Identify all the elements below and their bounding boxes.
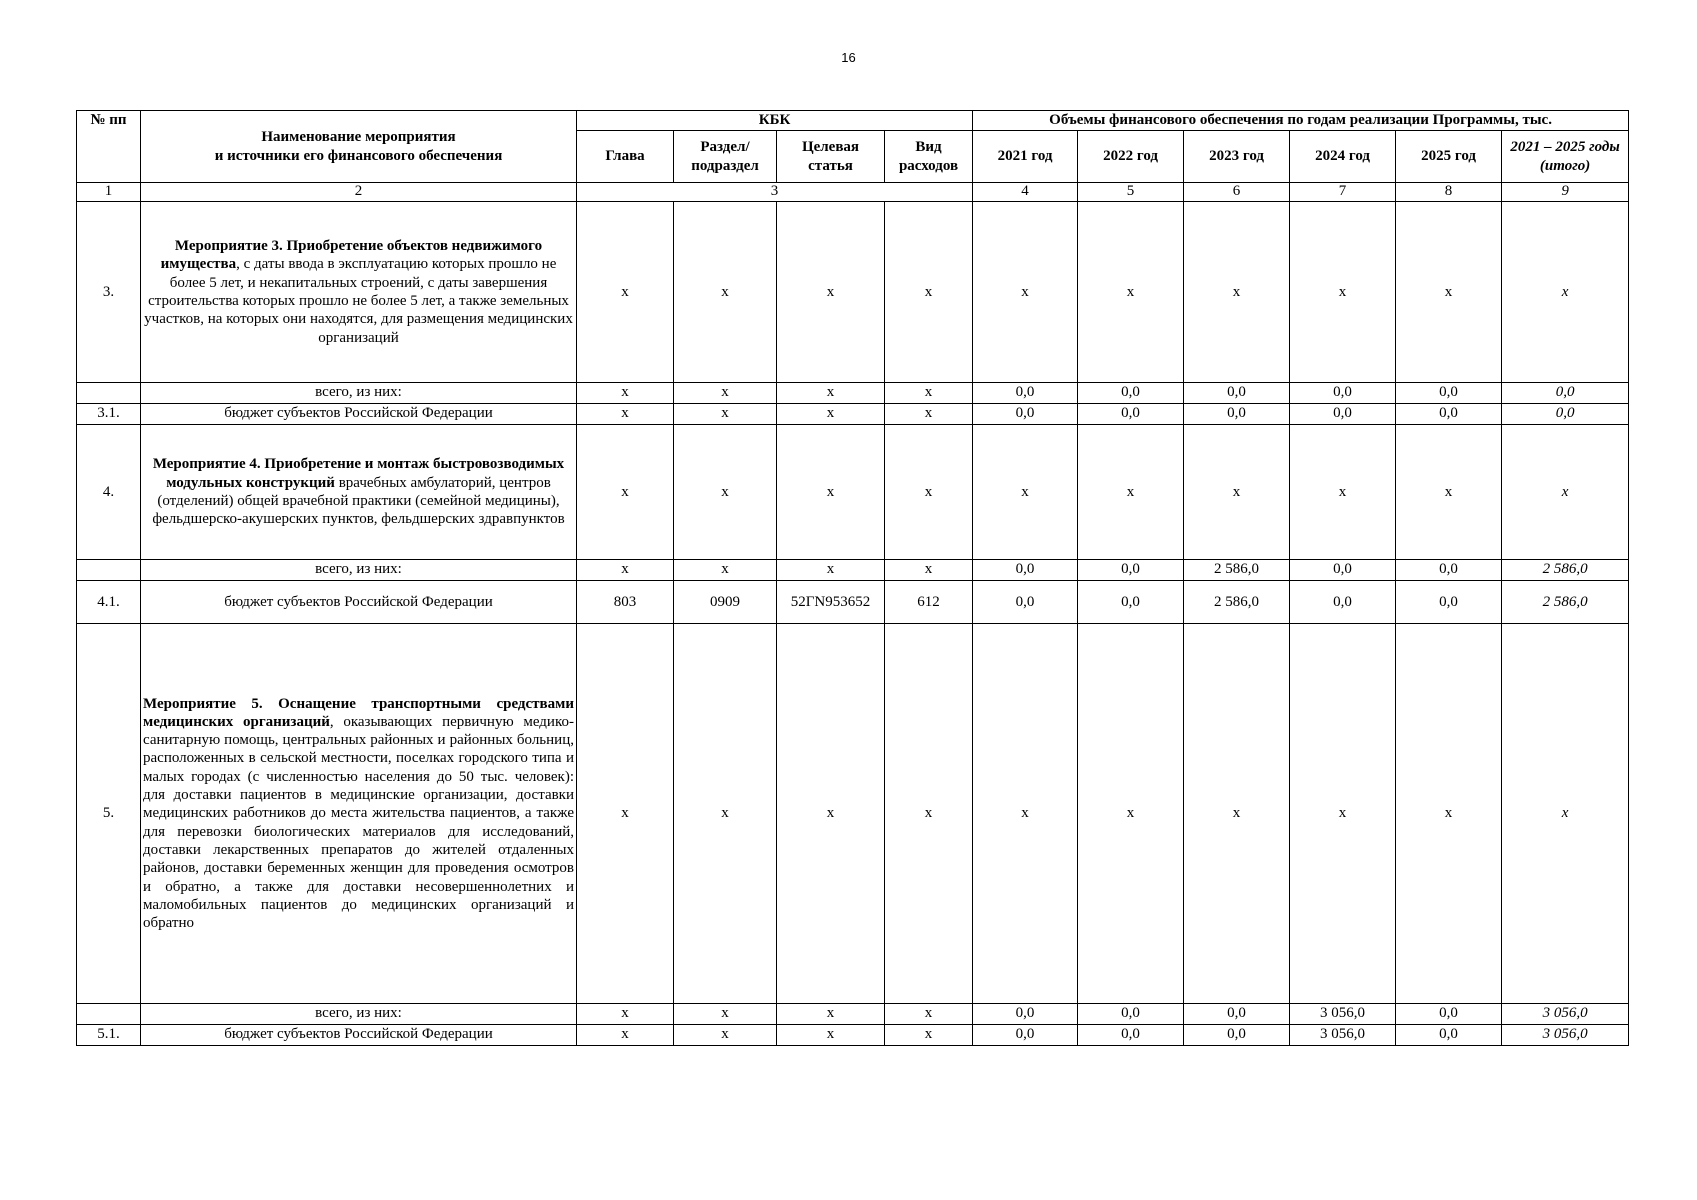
cell: x	[885, 1004, 973, 1025]
header-kbk: КБК	[577, 111, 973, 131]
row-title: бюджет субъектов Российской Федерации	[141, 404, 577, 425]
header-kbk-statya: Целевая статья	[777, 131, 885, 183]
cell: 3 056,0	[1290, 1025, 1396, 1046]
table-row	[77, 1025, 1629, 1046]
cell-total: 2 586,0	[1502, 560, 1629, 581]
cell: 0,0	[1184, 404, 1290, 425]
cell: x	[777, 383, 885, 404]
row-number: 5.	[77, 624, 141, 1004]
header-total: 2021 – 2025 годы (итого)	[1502, 131, 1629, 183]
cell: 0,0	[1078, 560, 1184, 581]
cell: 803	[577, 581, 674, 624]
cell: x	[1184, 624, 1290, 1004]
table-row	[77, 581, 1629, 624]
col-number-6: 6	[1184, 183, 1290, 202]
cell-total: x	[1502, 425, 1629, 560]
col-number-4: 4	[973, 183, 1078, 202]
cell: x	[577, 404, 674, 425]
cell: x	[1396, 624, 1502, 1004]
row-title: бюджет субъектов Российской Федерации	[141, 1025, 577, 1046]
row-title: бюджет субъектов Российской Федерации	[141, 581, 577, 624]
cell: x	[777, 1004, 885, 1025]
header-year-2024: 2024 год	[1290, 131, 1396, 183]
cell: x	[777, 202, 885, 383]
cell: 0,0	[1396, 404, 1502, 425]
cell-total: 0,0	[1502, 404, 1629, 425]
cell: 2 586,0	[1184, 581, 1290, 624]
header-year-2025: 2025 год	[1396, 131, 1502, 183]
row-number: 5.1.	[77, 1025, 141, 1046]
cell: x	[674, 425, 777, 560]
cell: 0909	[674, 581, 777, 624]
col-number-7: 7	[1290, 183, 1396, 202]
cell: 0,0	[1396, 1025, 1502, 1046]
cell: x	[674, 560, 777, 581]
cell: 0,0	[973, 383, 1078, 404]
header-kbk-glava: Глава	[577, 131, 674, 183]
header-num: № пп	[77, 111, 141, 183]
cell: x	[674, 1004, 777, 1025]
table-row	[77, 560, 1629, 581]
cell: x	[973, 202, 1078, 383]
row-number: 3.1.	[77, 404, 141, 425]
cell: x	[1184, 425, 1290, 560]
cell-total: x	[1502, 624, 1629, 1004]
cell: x	[777, 1025, 885, 1046]
cell: x	[674, 404, 777, 425]
cell: 0,0	[973, 1025, 1078, 1046]
cell: x	[674, 383, 777, 404]
cell: x	[973, 624, 1078, 1004]
header-year-2022: 2022 год	[1078, 131, 1184, 183]
cell: x	[885, 425, 973, 560]
cell: x	[973, 425, 1078, 560]
cell: x	[777, 404, 885, 425]
row-title: всего, из них:	[141, 1004, 577, 1025]
col-number-8: 8	[1396, 183, 1502, 202]
col-number-1: 1	[77, 183, 141, 202]
cell: 0,0	[1078, 404, 1184, 425]
cell: 0,0	[1290, 383, 1396, 404]
cell: x	[577, 202, 674, 383]
header-year-2023: 2023 год	[1184, 131, 1290, 183]
col-number-9: 9	[1502, 183, 1629, 202]
row-number: 3.	[77, 202, 141, 383]
row-title	[141, 202, 577, 383]
cell: x	[1396, 425, 1502, 560]
cell: x	[1184, 202, 1290, 383]
page-number: 16	[841, 50, 856, 65]
cell: 0,0	[1184, 1025, 1290, 1046]
cell: 0,0	[1078, 1025, 1184, 1046]
header-year-2021: 2021 год	[973, 131, 1078, 183]
cell: 0,0	[1184, 1004, 1290, 1025]
row-number	[77, 383, 141, 404]
cell: 0,0	[1184, 383, 1290, 404]
cell: 0,0	[1290, 560, 1396, 581]
cell: x	[885, 404, 973, 425]
header-kbk-vid: Вид расходов	[885, 131, 973, 183]
cell: x	[1290, 202, 1396, 383]
table-row	[77, 383, 1629, 404]
row-title-bold: Мероприятие 4. Приобретение и монтаж быстровозводимых модульных конструкций	[152, 456, 565, 491]
row-number: 4.	[77, 425, 141, 560]
cell: 0,0	[1078, 581, 1184, 624]
row-title	[141, 425, 577, 560]
cell: 0,0	[973, 560, 1078, 581]
cell: x	[577, 624, 674, 1004]
cell: 612	[885, 581, 973, 624]
col-number-2: 2	[141, 183, 577, 202]
cell: 0,0	[1396, 560, 1502, 581]
cell: 0,0	[1078, 383, 1184, 404]
row-title-rest: врачебных амбулаторий, центров (отделений) общей врачебной практики (семейной медицины), фельдшерско-акушерских пунктов, фельдшерских здравпунктов	[152, 474, 565, 528]
row-title: всего, из них:	[141, 383, 577, 404]
cell: x	[577, 425, 674, 560]
row-number: 4.1.	[77, 581, 141, 624]
row-number	[77, 560, 141, 581]
header-name-line2: и источники его финансового обеспечения	[214, 147, 503, 164]
row-title-rest: , с даты ввода в эксплуатацию которых прошло не более 5 лет, и некапитальных строений, с даты завершения строительства которых прошло не более 5 лет, а также земельных участков, на которых они находятся, для размещения медицинских организаций	[144, 256, 573, 346]
table-row	[77, 1004, 1629, 1025]
cell: 0,0	[1396, 1004, 1502, 1025]
cell: 0,0	[1078, 1004, 1184, 1025]
cell: x	[577, 383, 674, 404]
cell: x	[1290, 425, 1396, 560]
cell: x	[674, 202, 777, 383]
row-title: всего, из них:	[141, 560, 577, 581]
cell-total: x	[1502, 202, 1629, 383]
cell: 0,0	[1396, 581, 1502, 624]
cell: 52ГN953652	[777, 581, 885, 624]
col-number-5: 5	[1078, 183, 1184, 202]
header-name-line1: Наименование мероприятия	[261, 129, 456, 146]
header-kbk-razdel: Раздел/ подраздел	[674, 131, 777, 183]
cell: x	[1078, 202, 1184, 383]
table-row	[77, 425, 1629, 560]
table-row	[77, 624, 1629, 1004]
cell: x	[777, 624, 885, 1004]
table-row	[77, 404, 1629, 425]
cell-total: 0,0	[1502, 383, 1629, 404]
cell: 0,0	[973, 1004, 1078, 1025]
row-title-bold: Мероприятие 5. Оснащение транспортными средствами медицинских организаций	[143, 695, 574, 730]
header-volumes: Объемы финансового обеспечения по годам реализации Программы, тыс.	[973, 111, 1629, 131]
header-name	[141, 111, 577, 183]
cell: x	[577, 1025, 674, 1046]
cell: 0,0	[1396, 383, 1502, 404]
cell: x	[1078, 624, 1184, 1004]
cell: 3 056,0	[1290, 1004, 1396, 1025]
cell-total: 2 586,0	[1502, 581, 1629, 624]
row-title-bold: Мероприятие 3. Приобретение объектов недвижимого имущества	[160, 238, 543, 273]
row-title-rest: , оказывающих первичную медико-санитарную помощь, центральных районных и районных больниц, расположенных в сельской местности, поселках городского типа и малых городах (с численностью населения до 50 тыс. человек): для доставки пациентов в медицинские организации, доставки медицинских работников до места жительства пациентов, а также для перевозки биологических материалов для исследований, доставки лекарственных препаратов до жителей отдаленных районов, доставки беременных женщин для проведения осмотров и обратно, а также для доставки несовершеннолетних и маломобильных пациентов до медицинских организаций и обратно	[143, 713, 574, 932]
row-number	[77, 1004, 141, 1025]
cell: x	[674, 1025, 777, 1046]
cell-total: 3 056,0	[1502, 1004, 1629, 1025]
financing-table	[76, 110, 1629, 1046]
cell: x	[577, 560, 674, 581]
table-row	[77, 202, 1629, 383]
cell: x	[577, 1004, 674, 1025]
cell: x	[1290, 624, 1396, 1004]
cell: x	[885, 1025, 973, 1046]
row-title	[141, 624, 577, 1004]
cell: x	[885, 624, 973, 1004]
cell: 0,0	[973, 404, 1078, 425]
cell-total: 3 056,0	[1502, 1025, 1629, 1046]
cell: 0,0	[1290, 581, 1396, 624]
cell: x	[777, 425, 885, 560]
cell: x	[1396, 202, 1502, 383]
cell: x	[885, 383, 973, 404]
cell: 0,0	[973, 581, 1078, 624]
col-number-3: 3	[577, 183, 973, 202]
cell: 2 586,0	[1184, 560, 1290, 581]
cell: x	[885, 202, 973, 383]
cell: x	[1078, 425, 1184, 560]
cell: x	[777, 560, 885, 581]
cell: x	[885, 560, 973, 581]
cell: 0,0	[1290, 404, 1396, 425]
cell: x	[674, 624, 777, 1004]
